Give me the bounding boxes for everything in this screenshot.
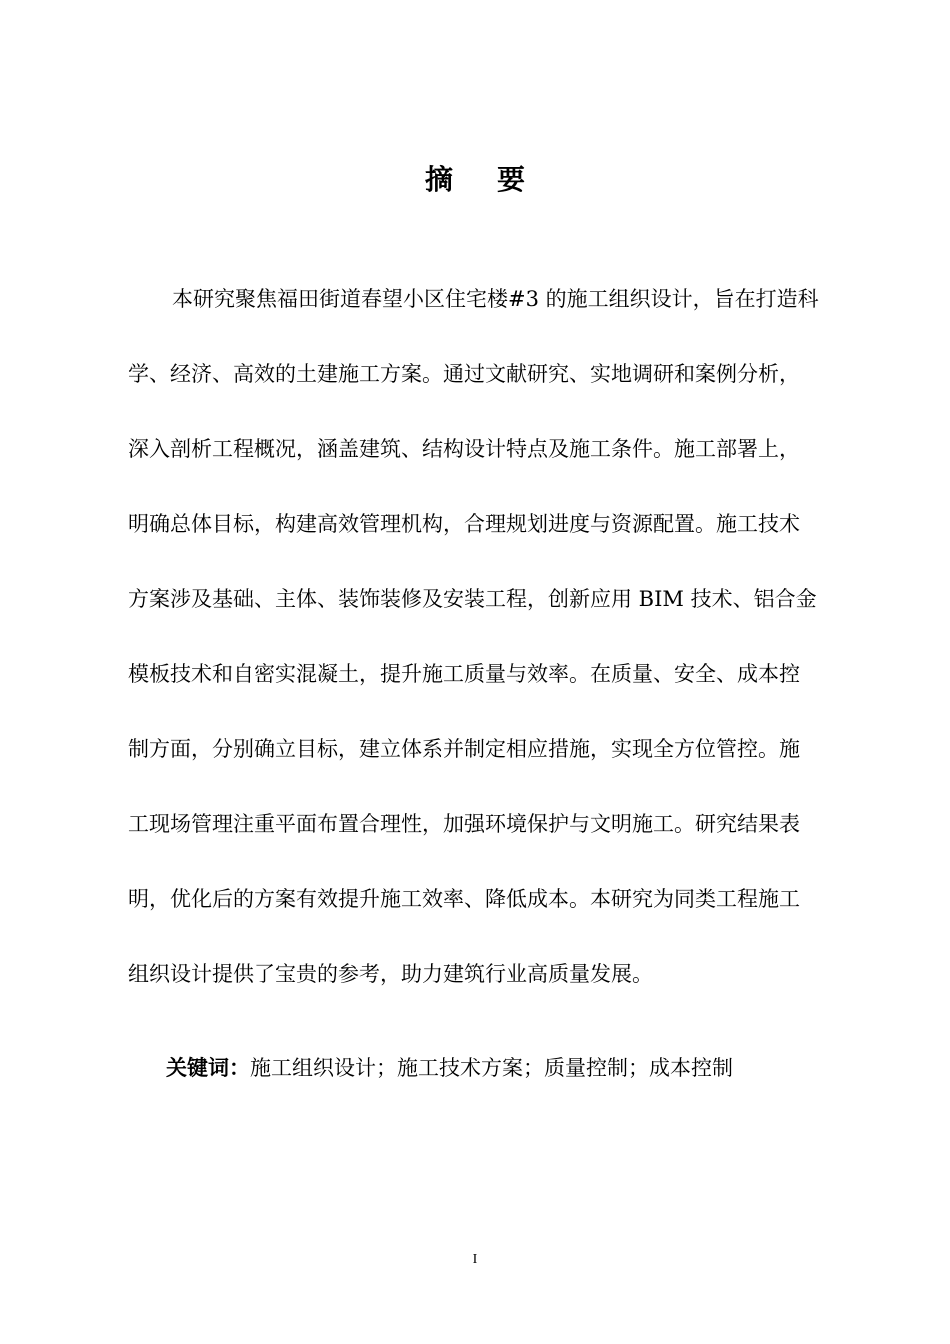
abstract-body <box>128 279 850 1029</box>
abstract-line: 方案涉及基础、主体、装饰装修及安装工程，创新应用 BIM 技术、铝合金 <box>128 587 817 611</box>
keywords-label: 关键词： <box>166 1056 250 1080</box>
abstract-line: 明确总体目标，构建高效管理机构，合理规划进度与资源配置。施工技术 <box>128 512 800 536</box>
page-number: I <box>472 1252 478 1267</box>
abstract-line: 学、经济、高效的土建施工方案。通过文献研究、实地调研和案例分析， <box>128 362 800 386</box>
keywords-text: 施工组织设计；施工技术方案；质量控制；成本控制 <box>250 1056 733 1080</box>
abstract-title-char-2: 要 <box>497 163 526 196</box>
abstract-line: 本研究聚焦福田街道春望小区住宅楼#3 的施工组织设计，旨在打造科 <box>172 287 819 311</box>
abstract-title-char-1: 摘 <box>424 163 453 196</box>
abstract-title <box>0 160 950 200</box>
abstract-line: 明，优化后的方案有效提升施工效率、降低成本。本研究为同类工程施工 <box>128 887 800 911</box>
abstract-line: 组织设计提供了宝贵的参考，助力建筑行业高质量发展。 <box>128 962 653 986</box>
abstract-line: 模板技术和自密实混凝土，提升施工质量与效率。在质量、安全、成本控 <box>128 662 800 686</box>
abstract-line: 制方面，分别确立目标，建立体系并制定相应措施，实现全方位管控。施 <box>128 737 800 761</box>
keywords-line <box>166 1048 733 1088</box>
abstract-line: 工现场管理注重平面布置合理性，加强环境保护与文明施工。研究结果表 <box>128 812 800 836</box>
abstract-line: 深入剖析工程概况，涵盖建筑、结构设计特点及施工条件。施工部署上， <box>128 437 800 461</box>
